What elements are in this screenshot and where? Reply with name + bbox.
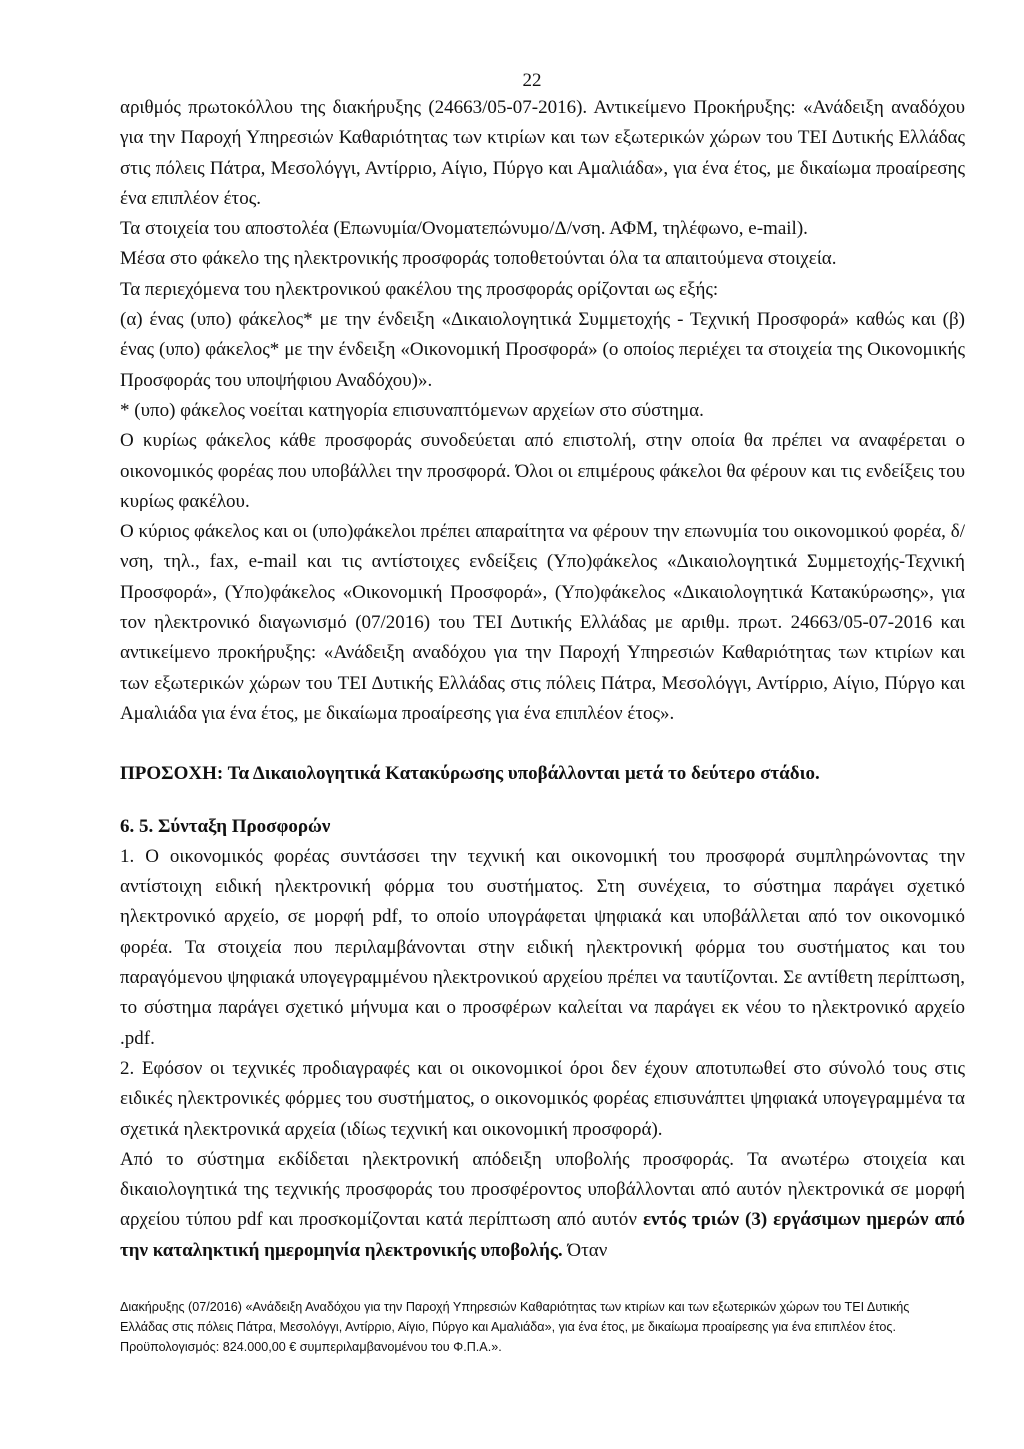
footer-line-2: Ελλάδας στις πόλεις Πάτρα, Μεσολόγγι, Αντίρριο, Αίγιο, Πύργο και Αμαλιάδα», για ένα έτος, με δικαίωμα προαίρεσης για ένα επιπλέον έτος. <box>120 1320 896 1334</box>
page-number: 22 <box>522 70 542 91</box>
footer-line-3: Προϋπολογισμός: 824.000,00 € συμπεριλαμβανομένου του Φ.Π.Α.». <box>120 1340 502 1354</box>
paragraph-main-envelope-letter: Ο κυρίως φάκελος κάθε προσφοράς συνοδεύεται από επιστολή, στην οποία θα πρέπει να αναφέρεται ο οικονομικός φορέας που υποβάλλει την προσφορά. Όλοι οι επιμέρους φάκελοι θα φέρουν και τις ενδείξεις του κυρίως φακέλου. <box>120 430 965 512</box>
deadline-emphasis: εντός τριών (3) εργάσιμων ημερών από την καταληκτική ημερομηνία ηλεκτρονικής υποβολής. <box>120 1209 965 1261</box>
section-heading: 6. 5. Σύνταξη Προσφορών <box>120 815 331 837</box>
warning-notice: ΠΡΟΣΟΧΗ: Τα Δικαιολογητικά Κατακύρωσης υποβάλλονται μετά το δεύτερο στάδιο. <box>120 763 820 785</box>
page-footer <box>120 1297 965 1357</box>
list-item-2: 2. Εφόσον οι τεχνικές προδιαγραφές και οι οικονομικοί όροι δεν έχουν αποτυπωθεί στο σύνολό τους στις ειδικές ηλεκτρονικές φόρμες του συστήματος, ο οικονομικός φορέας επισυνάπτει ψηφιακά υπογεγραμμένα τα σχετικά ηλεκτρονικά αρχεία (ιδίως τεχνική και οικονομική προσφορά). <box>120 1057 965 1140</box>
paragraph-sub-envelope-note: * (υπο) φάκελος νοείται κατηγορία επισυναπτόμενων αρχείων στο σύστημα. <box>120 399 704 421</box>
paragraph-sender-details: Τα στοιχεία του αποστολέα (Επωνυμία/Ονοματεπώνυμο/Δ/νση. ΑΦΜ, τηλέφωνο, e-mail). <box>120 218 808 240</box>
paragraph-electronic-receipt <box>120 1145 965 1266</box>
spacer <box>120 729 965 759</box>
paragraph-sub-envelopes: (α) ένας (υπο) φάκελος* με την ένδειξη «Δικαιολογητικά Συμμετοχής - Τεχνική Προσφορά» καθώς και (β) ένας (υπο) φάκελος* με την ένδειξη «Οικονομική Προσφορά» (ο οποίος περιέχει τα στοιχεία της Οικονομικής Προσφοράς του υποψήφιου Αναδόχου)». <box>120 309 965 391</box>
continuation-text: Όταν <box>567 1239 608 1261</box>
spacer <box>120 790 965 812</box>
list-item-1: 1. Ο οικονομικός φορέας συντάσσει την τεχνική και οικονομική του προσφορά συμπληρώνοντας την αντίστοιχη ειδική ηλεκτρονική φόρμα του συστήματος. Στη συνέχεια, το σύστημα παράγει σχετικό ηλεκτρονικό αρχείο, σε μορφή pdf, το οποίο υπογράφεται ψηφιακά και υποβάλλεται από τον οικονομικό φορέα. Τα στοιχεία που περιλαμβάνονται στην ειδική ηλεκτρονική φόρμα του συστήματος και του παραγόμενου ψηφιακά υπογεγραμμένου ηλεκτρονικού αρχείου πρέπει να ταυτίζονται. Σε αντίθετη περίπτωση, το σύστημα παράγει σχετικό μήνυμα και ο προσφέρων καλείται να παράγει εκ νέου το ηλεκτρονικό αρχείο .pdf. <box>120 845 965 1049</box>
footer-line-1: Διακήρυξης (07/2016) «Ανάδειξη Αναδόχου για την Παροχή Υπηρεσιών Καθαριότητας των κτιρίων και των εξωτερικών χώρων του ΤΕΙ Δυτικής <box>120 1300 910 1314</box>
paragraph-contents-definition: Τα περιεχόμενα του ηλεκτρονικού φακέλου της προσφοράς ορίζονται ως εξής: <box>120 278 719 300</box>
receipt-text: Από το σύστημα εκδίδεται ηλεκτρονική απόδειξη υποβολής προσφοράς. Τα ανωτέρω στοιχεία και δικαιολογητικά της τεχνικής προσφοράς του προσφέροντος υποβάλλονται από αυτόν ηλεκτρονικά σε μορφή αρχείου τύπου pdf και προσκομίζονται κατά περίπτωση από αυτόν <box>120 1148 965 1231</box>
paragraph-envelope-contents: Μέσα στο φάκελο της ηλεκτρονικής προσφοράς τοποθετούνται όλα τα απαιτούμενα στοιχεία. <box>120 248 837 270</box>
paragraph-envelope-markings: Ο κύριος φάκελος και οι (υπο)φάκελοι πρέπει απαραίτητα να φέρουν την επωνυμία του οικονομικού φορέα, δ/νση, τηλ., fax, e-mail και τις αντίστοιχες ενδείξεις (Υπο)φάκελος «Δικαιολογητικά Συμμετοχής-Τεχνική Προσφορά», (Υπο)φάκελος «Οικονομική Προσφορά», (Υπο)φάκελος «Δικαιολογητικά Κατακύρωσης», για τον ηλεκτρονικό διαγωνισμό (07/2016) του ΤΕΙ Δυτικής Ελλάδας με αριθμ. πρωτ. 24663/05-07-2016 και αντικείμενο προκήρυξης: «Ανάδειξη αναδόχου για την Παροχή Υπηρεσιών Καθαριότητας των κτιρίων και των εξωτερικών χώρων του ΤΕΙ Δυτικής Ελλάδας στις πόλεις Πάτρα, Μεσολόγγι, Αντίρριο, Αίγιο, Πύργο και Αμαλιάδα για ένα έτος, με δικαίωμα προαίρεσης για ένα επιπλέον έτος». <box>120 521 965 724</box>
paragraph-protocol-number: αριθμός πρωτοκόλλου της διακήρυξης (24663/05-07-2016). Αντικείμενο Προκήρυξης: «Ανάδειξη αναδόχου για την Παροχή Υπηρεσιών Καθαριότητας των κτιρίων και των εξωτερικών χώρων του ΤΕΙ Δυτικής Ελλάδας στις πόλεις Πάτρα, Μεσολόγγι, Αντίρριο, Αίγιο, Πύργο και Αμαλιάδα», για ένα έτος, με δικαίωμα προαίρεσης ένα επιπλέον έτος. <box>120 97 965 209</box>
document-body <box>120 93 965 1266</box>
